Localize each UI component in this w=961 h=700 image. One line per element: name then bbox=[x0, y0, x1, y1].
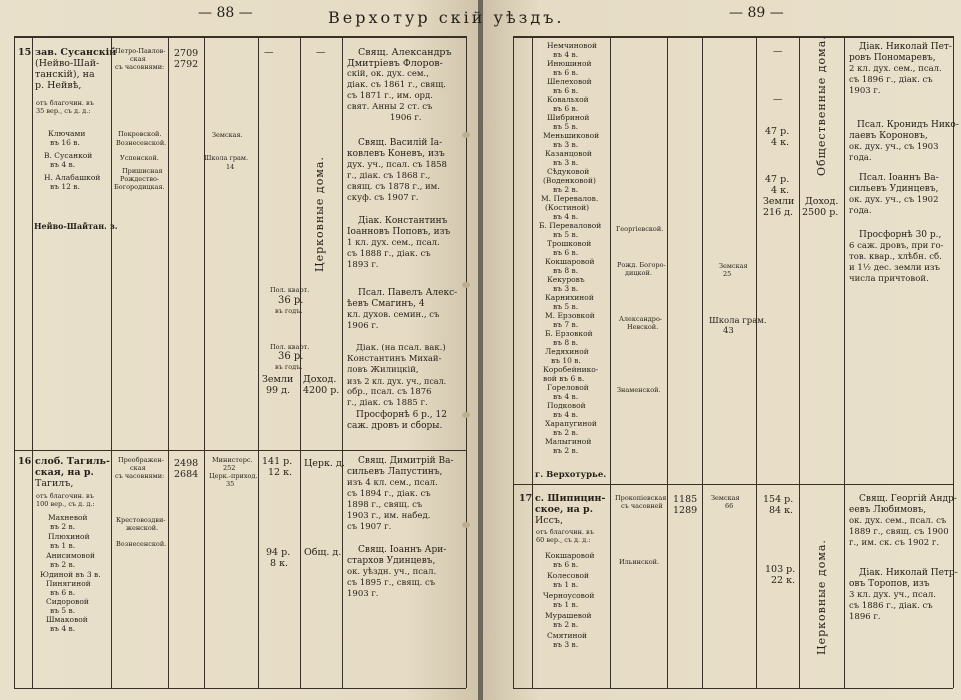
col-line bbox=[513, 36, 514, 688]
col-line bbox=[204, 36, 205, 688]
col-line bbox=[756, 36, 757, 688]
col-line bbox=[258, 36, 259, 688]
col-line bbox=[168, 36, 169, 688]
sub-place: Нейво-Шайтан. з. bbox=[34, 221, 118, 231]
dash: — bbox=[316, 47, 326, 58]
col-line bbox=[844, 36, 845, 688]
bottom-rule bbox=[14, 688, 466, 689]
entry16-house-2: Общ. д. bbox=[304, 547, 342, 558]
church-houses-label: Церковные дома. bbox=[815, 539, 828, 655]
left-page-number: — 88 — bbox=[198, 5, 253, 21]
entry-number: 15 bbox=[18, 47, 32, 58]
binding-hole bbox=[462, 132, 470, 138]
col-line bbox=[702, 36, 703, 688]
dash: — bbox=[773, 46, 783, 57]
bottom-rule bbox=[513, 688, 953, 689]
entry16-house-1: Церк. д. bbox=[304, 458, 345, 469]
entry-number: 16 bbox=[18, 456, 32, 467]
binding-hole bbox=[462, 412, 470, 418]
col-line bbox=[342, 36, 343, 688]
dash: — bbox=[264, 47, 274, 58]
binding-hole bbox=[462, 282, 470, 288]
top-rule bbox=[14, 36, 466, 38]
running-header: Верхотур скій уѣздъ. bbox=[328, 8, 565, 27]
col-line bbox=[14, 36, 15, 688]
church-houses-label: Церковные дома. bbox=[313, 156, 326, 272]
right-page-number: — 89 — bbox=[729, 5, 784, 21]
dash: — bbox=[773, 94, 783, 105]
city-heading: г. Верхотурье. bbox=[535, 470, 607, 480]
col-line bbox=[953, 36, 954, 688]
col-line bbox=[667, 36, 668, 688]
col-line bbox=[32, 36, 33, 688]
right-page: Верхотур скій уѣздъ. — 89 — Немчиновой въ 4 в. Инюшиной въ 6 в. Шелеховой въ 6 в. Ковальхой въ 6 в. Шибриной въ 5 в. Меньшиковой въ 3 в. Казанцовой въ 3 в. Сѣдуковой (Воденковой) въ 2 в. М. Перевалов. (Костиной) въ 4 в. Б. Переваловой въ 5 в. Трошковой въ 6 в. Кокшаровой въ 8 в. Кекуровъ въ 3 в. Карнихиной въ 5 в. М. Ерзовкой въ 7 в. Б. Ерзовкой въ 8 в. Ледяхиной въ 10 в. Коробейнико- вой въ 6 в. Гореловой въ 4 в. Подковой въ 4 в. Харапугиной въ 2 в. Малыгиной въ 2 в. Георгіевской. Рожд. Богоро- дицкой. Александро- Невской. Знаменской. Земская 25 Школа грам. 43 — — 47 р. 4 к. 47 р. 4 к. Земли 216 д. Доход. 2500 р. Общественные дома. Діак. Николай Пет- ровъ Пономаревъ, 2 кл. дух. сем., псал. съ 1896 г., діак. съ 1903 г. Псал. Кронидъ Нико- лаевъ Короновъ, ок. дух. уч., съ 1903 года. Псал. Іоаннъ Ва- сильевъ Удинцевъ, ок. дух. уч., съ 1902 года. Просфорнѣ 30 р., 6 саж. дровъ, при го- тов. квар., хлѣбн. сб. и 1½ дес. земли изъ числа причтовой. г. Верхотурье. 17 с. Шипицин- ское, на р. Иссъ, отъ благочин. въ 60 вер., съ д. д.: Кокшаровой въ 6 в. Колесовой въ 1 в. Черноусовой въ 1 в. Мурашевой въ 2 в. Смятиной въ 3 в. Прокопіевская съ часовней Ильинской. 1185 1289 Земская 66 154 р. 84 к. 103 р. 22 к. Церковные дома. Свящ. Георгій Андр- еевъ Любимовъ, ок. дух. сем., псал. съ 1889 г., свящ. съ 1900 г., им. ск. съ 1902 г. Діак. Николай Петр- овъ Торопов, изъ 3 кл. дух. уч., псал. съ 1886 г., діак. съ 1896 г. bbox=[483, 0, 961, 700]
public-houses-label: Общественные дома. bbox=[815, 35, 828, 176]
col-line bbox=[111, 36, 112, 688]
entry-separator bbox=[14, 450, 466, 451]
left-page: — 88 — 15 зав. Сусанскій (Нейво-Шай- танскій), на р. Нейвѣ, отъ благочин. въ 35 вер., съ д. д.: Ключами въ 16 в. В. Сусанкой въ 4 в. Н. Алабашкой въ 12 в. Нейво-Шайтан. з. Петро-Павлов- ская съ часовнями: Покровской. Вознесенской. Успенской. Пришисная Рождество- Богородицкая. 2709 2792 Земская. Школа грам. 14 — — Церковные дома. Пол. кварт. 36 р. въ годъ. Пол. кварт. 36 р. въ годъ. Земли 99 д. Доход. 4200 р. Свящ. Александръ Дмитріевъ Флоров- скій, ок. дух. сем., діак. съ 1861 г., свящ. съ 1871 г., им. орд. свят. Анны 2 ст. съ 1906 г. Свящ. Василій Іа- ковлевъ Коневъ, изъ дух. уч., псал. съ 1858 г., діак. съ 1868 г., свящ. съ 1878 г., им. скуф. съ 1907 г. Діак. Константинъ Іоанновъ Поповъ, изъ 1 кл. дух. сем., псал. съ 1888 г., діак. съ 1893 г. Псал. Павелъ Алекс- ѣевъ Смагинъ, 4 кл. духов. семин., съ 1906 г. Діак. (на псал. вак.) Константинъ Михай- ловъ Жилицкій, изъ 2 кл. дух. уч., псал. обр., псал. съ 1876 г., діак. съ 1885 г. Просфорнѣ 6 р., 12 саж. дровъ и сборы. 16 слоб. Тагиль- ская, на р. Тагилъ, отъ благочин. въ 100 вер., съ д. д.: Махневой въ 2 в. Плюхиной въ 1 в. Анисимовой въ 2 в. Юдиной въ 3 в. Пинягиной въ 6 в. Сидоровой въ 5 в. Шмаковой въ 4 в. Преображен- ская съ часовнями: Крестовоздви- женской. Вознесенской. 2498 2684 Министерс. 252 Церк.-приход. 35 141 р. 12 к. Церк. д. 94 р. 8 к. Общ. д. Свящ. Димитрій Ва- сильевъ Лапустинъ, изъ 4 кл. сем., псал. съ 1894 г., діак. съ 1898 г., свящ. съ 1903 г., им. набед. съ 1907 г. Свящ. Іоаннъ Ари- стархов Удинцевъ, ок. уѣздн. уч., псал. съ 1895 г., свящ. съ 1903 г. bbox=[0, 0, 478, 700]
top-rule bbox=[513, 36, 953, 38]
col-line bbox=[300, 36, 301, 688]
entry-number: 17 bbox=[519, 493, 533, 504]
col-line bbox=[532, 36, 533, 688]
entry-separator bbox=[513, 484, 953, 485]
binding-hole bbox=[462, 522, 470, 528]
col-line bbox=[799, 36, 800, 688]
col-line bbox=[610, 36, 611, 688]
